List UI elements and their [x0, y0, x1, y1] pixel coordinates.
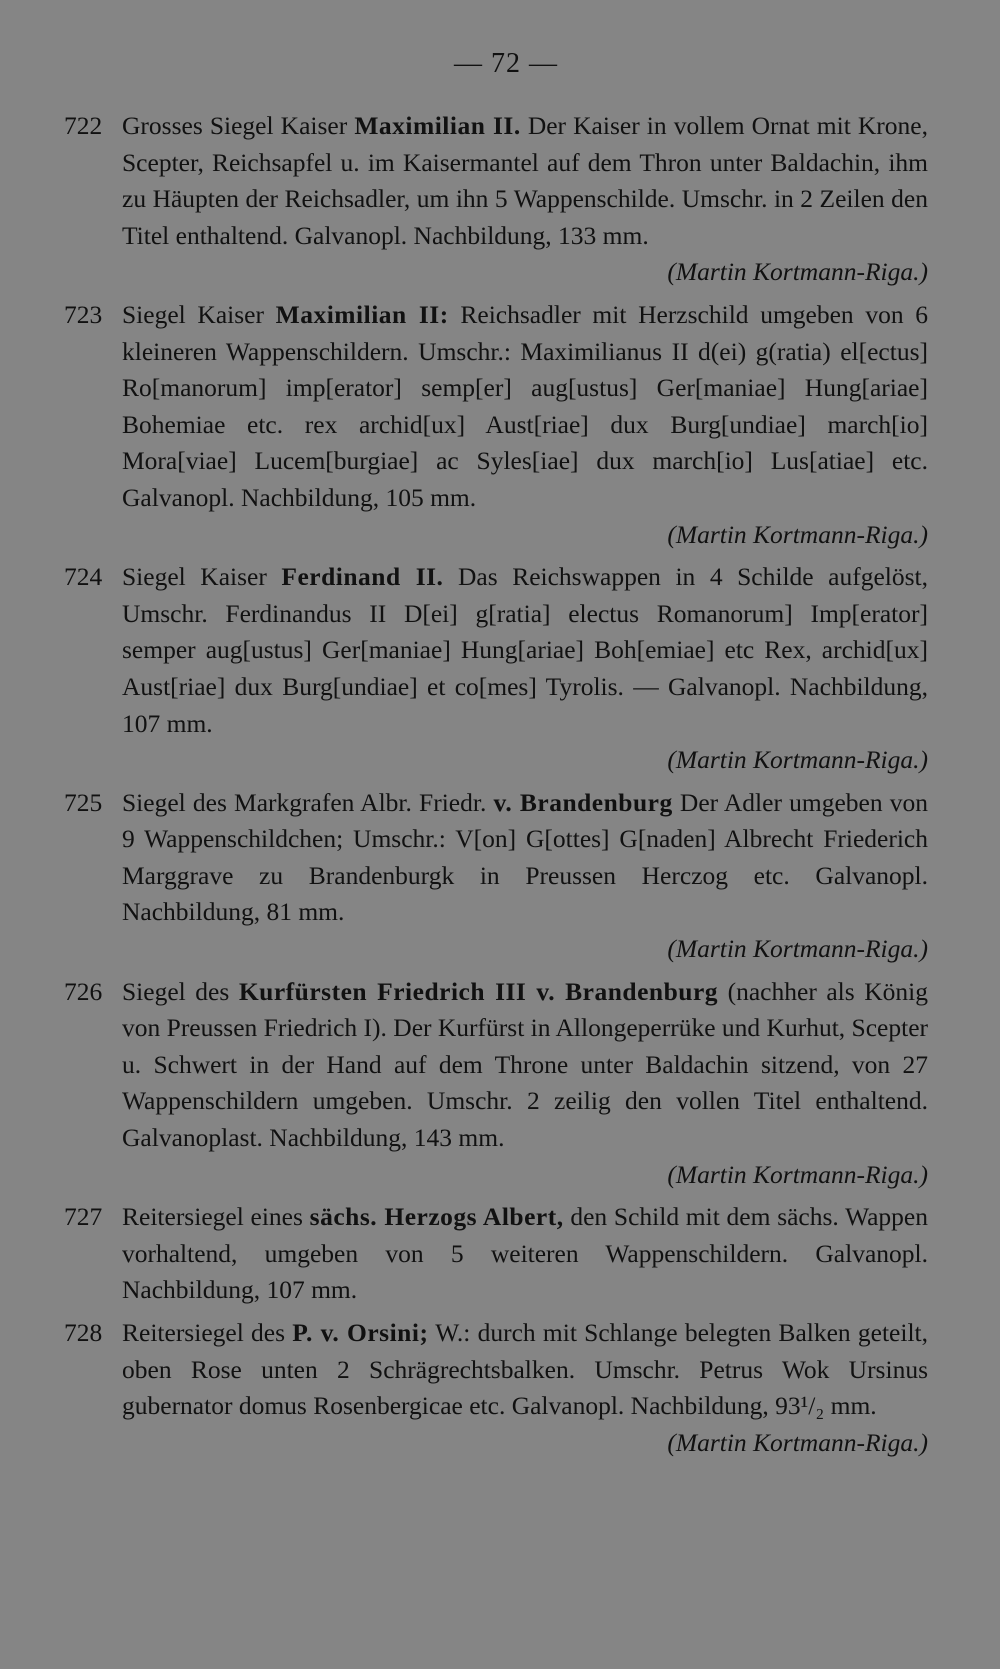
entry-name: sächs. Herzogs Albert,: [309, 1202, 564, 1232]
entry-credit: (Martin Kortmann-Riga.): [667, 257, 928, 287]
catalog-entry: [64, 559, 928, 779]
catalog-entry: [64, 974, 928, 1194]
entry-credit: (Martin Kortmann-Riga.): [667, 519, 928, 549]
entry-text: Der Kaiser in vollem Ornat mit Krone, Scepter, Reichsapfel u. im Kaisermantel auf dem Thron unter Baldachin, ihm zu Häupten der Reichsadler, um ihn 5 Wappenschilde. Umschr. in 2 Zeilen den Titel enthaltend. Galvanopl. Nachbildung, 133 mm.: [122, 111, 928, 250]
catalog-entry: [64, 1315, 928, 1461]
entry-name: v. Brandenburg: [493, 787, 673, 817]
entry-text: Reitersiegel eines: [122, 1202, 310, 1232]
entry-credit: (Martin Kortmann-Riga.): [667, 1427, 928, 1457]
entry-text: W.: durch mit Schlange belegten Balken geteilt, oben Rose unten 2 Schrägrechtsbalken. Umschr. Petrus Wok Ursinus gubernator domus Rosenbergicae etc. Galvanopl. Nachbildung, 93¹/₂ mm.: [122, 1318, 928, 1421]
entry-credit: (Martin Kortmann-Riga.): [667, 934, 928, 964]
entry-number: 725: [64, 787, 103, 817]
page-number: — 72 —: [454, 48, 558, 79]
entry-number: 727: [64, 1202, 103, 1232]
catalog-entry: [64, 785, 928, 968]
entry-text: Siegel Kaiser: [122, 299, 276, 329]
entry-body: [122, 108, 928, 291]
entry-name: Maximilian II:: [275, 299, 449, 329]
entry-name: Ferdinand II.: [281, 562, 444, 592]
entry-credit: (Martin Kortmann-Riga.): [667, 1159, 928, 1189]
catalog-entry: [64, 297, 928, 553]
entry-text: Reichsadler mit Herzschild umgeben von 6 kleineren Wappenschildern. Umschr.: Maximilianus II d(ei) g(ratia) el[ectus] Ro[manorum] imp[erator] semp[er] aug[ustus] Ger[maniae] Hung[ariae] Bohemiae etc. rex archid[ux] Aust[riae] dux Burg[undiae] march[io] Mora[viae] Lucem[burgiae] ac Syles[iae] dux march[io] Lus[atiae] etc. Galvanopl. Nachbildung, 105 mm.: [122, 299, 929, 512]
catalog-entry: [64, 1199, 928, 1309]
entry-body: [122, 559, 928, 779]
entry-text: Siegel des: [122, 976, 239, 1006]
entry-name: Maximilian II.: [354, 111, 521, 140]
entry-body: [122, 1199, 928, 1309]
entry-number: 722: [64, 111, 103, 140]
entry-number: 724: [64, 562, 103, 592]
entry-body: [122, 297, 928, 553]
entry-number: 728: [64, 1318, 103, 1347]
entry-text: Siegel des Markgrafen Albr. Friedr.: [122, 787, 494, 817]
entry-credit: (Martin Kortmann-Riga.): [667, 745, 928, 775]
entry-body: [122, 1315, 928, 1461]
entry-number: 723: [64, 299, 103, 329]
entry-text: Grosses Siegel Kaiser: [122, 111, 355, 140]
entry-text: Das Reichswappen in 4 Schilde aufgelöst, Umschr. Ferdinandus II D[ei] g[ratia] electus Romanorum] Imp[erator] semper aug[ustus] Ger[maniae] Hung[ariae] Boh[emiae] etc Rex, archid[ux] Aust[riae] dux Burg[undiae] et co[mes] Tyrolis. — Galvanopl. Nachbildung, 107 mm.: [122, 562, 928, 738]
entry-body: [122, 785, 928, 968]
entry-text: den Schild mit dem sächs. Wappen vorhaltend, umgeben von 5 weiteren Wappenschildern. Galvanopl. Nachbildung, 107 mm.: [122, 1202, 928, 1305]
entry-body: [122, 974, 928, 1194]
entry-text: Siegel Kaiser: [122, 562, 282, 592]
entry-text: (nachher als König von Preussen Friedrich I). Der Kurfürst in Allongeperrüke und Kurhut, Scepter u. Schwert in der Hand auf dem Throne unter Baldachin sitzend, von 27 Wappenschildern umgeben. Umschr. 2 zeilig den vollen Titel enthaltend. Galvanoplast. Nachbildung, 143 mm.: [122, 976, 928, 1153]
entry-text: Reitersiegel des: [122, 1318, 293, 1347]
catalog-entry: [64, 108, 928, 291]
entry-name: P. v. Orsini;: [292, 1318, 429, 1347]
entry-number: 726: [64, 976, 103, 1006]
entry-text: Der Adler umgeben von 9 Wappenschildchen; Umschr.: V[on] G[ottes] G[naden] Albrecht Friederich Marggrave zu Brandenburgk in Preussen Herczog etc. Galvanopl. Nachbildung, 81 mm.: [122, 787, 928, 927]
entry-name: Kurfürsten Friedrich III v. Brandenburg: [238, 976, 719, 1006]
